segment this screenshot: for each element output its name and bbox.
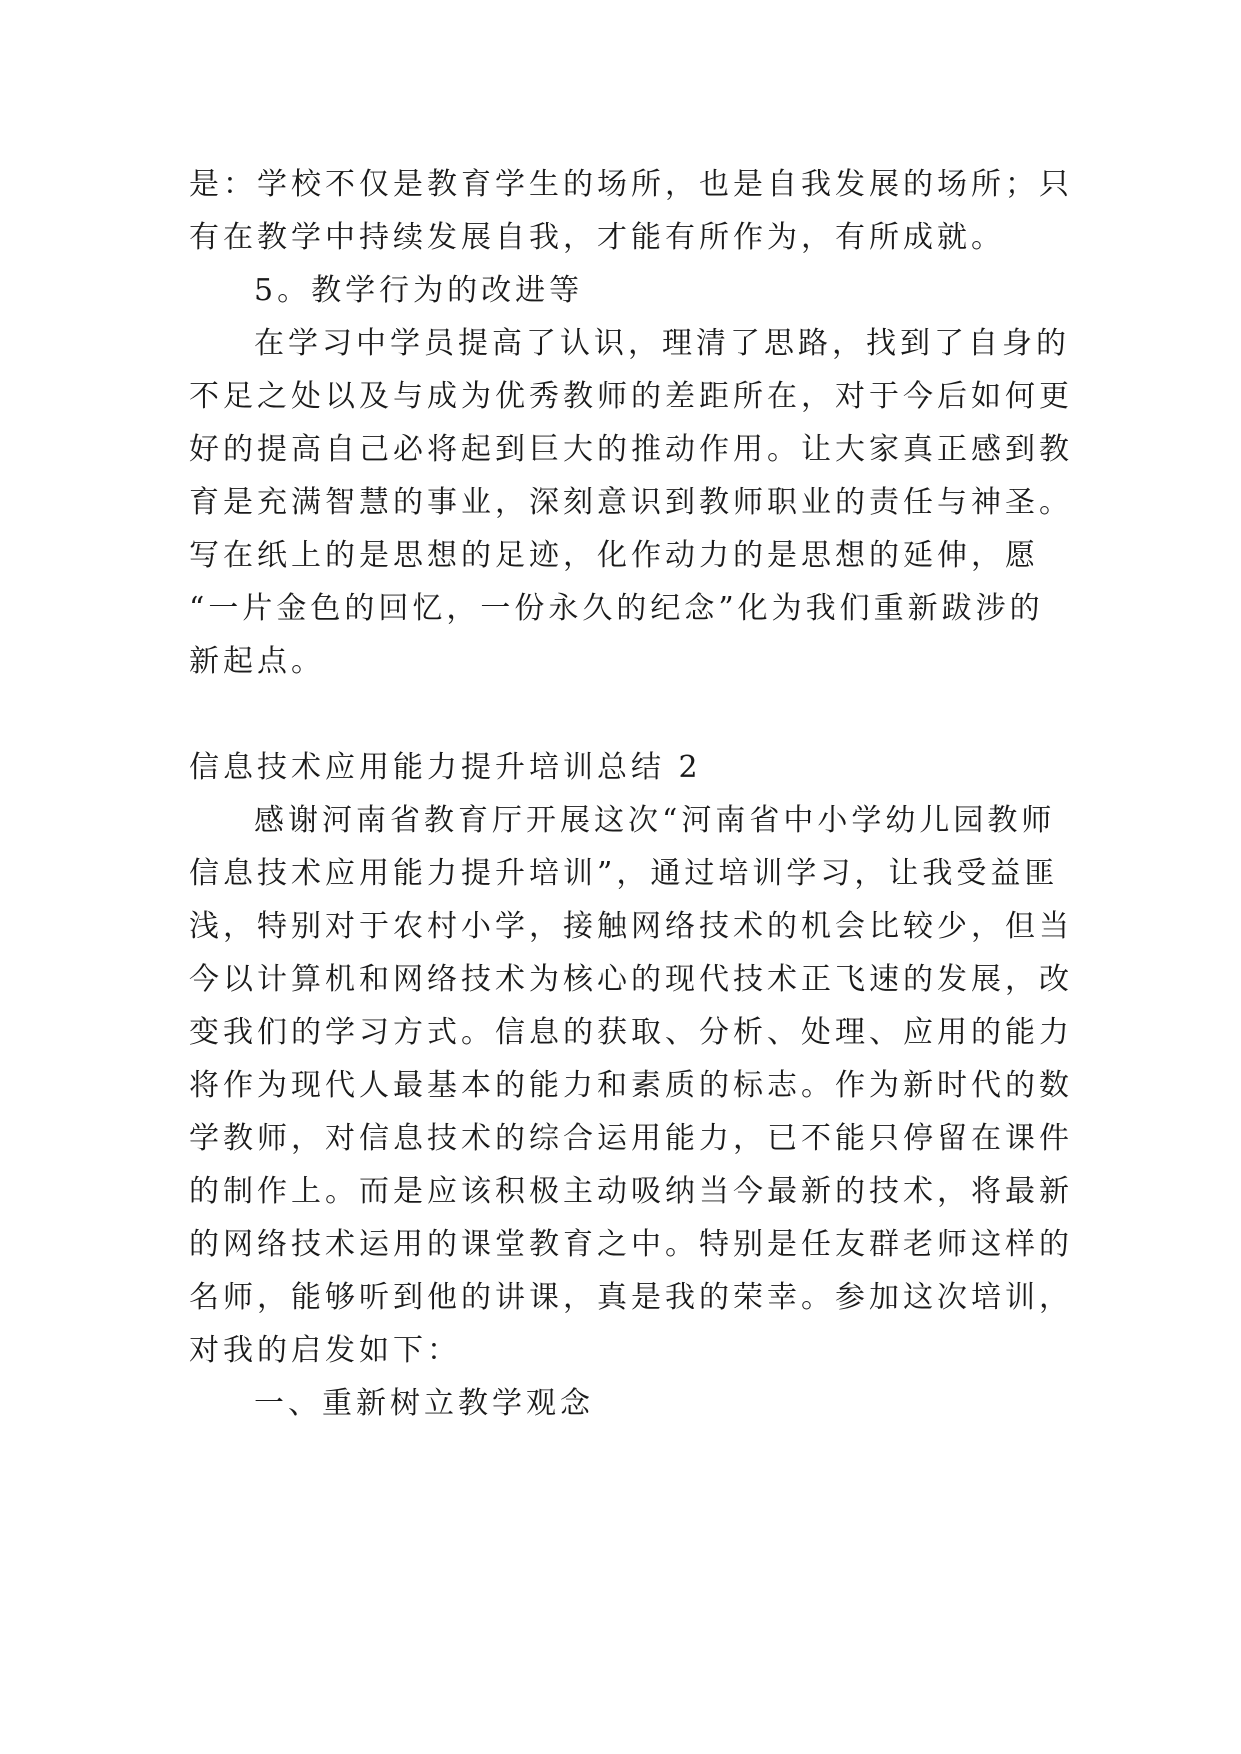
text-line: 浅，特别对于农村小学，接触网络技术的机会比较少，但当 xyxy=(189,909,1073,944)
document-body xyxy=(189,158,1073,1430)
text-line: 变我们的学习方式。信息的获取、分析、处理、应用的能力 xyxy=(189,1015,1073,1050)
text-line: 不足之处以及与成为优秀教师的差距所在，对于今后如何更 xyxy=(189,379,1073,414)
text-line: 有在教学中持续发展自我，才能有所作为，有所成就。 xyxy=(189,220,1005,255)
text-line: 信息技术应用能力提升培训”，通过培训学习，让我受益匪 xyxy=(189,856,1059,891)
text-line: 育是充满智慧的事业，深刻意识到教师职业的责任与神圣。 xyxy=(189,485,1073,520)
text-line: 在学习中学员提高了认识，理清了思路，找到了自身的 xyxy=(254,326,1070,361)
section-heading: 一、重新树立教学观念 xyxy=(254,1386,594,1421)
text-line: 的制作上。而是应该积极主动吸纳当今最新的技术，将最新 xyxy=(189,1174,1073,1209)
text-line: “一片金色的回忆，一份永久的纪念”化为我们重新跋涉的 xyxy=(189,591,1044,626)
text-line: 将作为现代人最基本的能力和素质的标志。作为新时代的数 xyxy=(189,1068,1073,1103)
text-line: 名师，能够听到他的讲课，真是我的荣幸。参加这次培训， xyxy=(189,1280,1073,1315)
text-line: 写在纸上的是思想的足迹，化作动力的是思想的延伸，愿 xyxy=(189,538,1039,573)
text-line: 感谢河南省教育厅开展这次“河南省中小学幼儿园教师 xyxy=(254,803,1056,838)
text-line: 的网络技术运用的课堂教育之中。特别是任友群老师这样的 xyxy=(189,1227,1073,1262)
text-line: 好的提高自己必将起到巨大的推动作用。让大家真正感到教 xyxy=(189,432,1073,467)
list-item-5: 5。教学行为的改进等 xyxy=(254,273,584,308)
text-line: 是：学校不仅是教育学生的场所，也是自我发展的场所；只 xyxy=(189,167,1073,202)
text-line: 对我的启发如下： xyxy=(189,1333,461,1368)
text-line: 今以计算机和网络技术为核心的现代技术正飞速的发展，改 xyxy=(189,962,1073,997)
text-line: 新起点。 xyxy=(189,644,325,679)
text-line: 学教师，对信息技术的综合运用能力，已不能只停留在课件 xyxy=(189,1121,1073,1156)
section-title: 信息技术应用能力提升培训总结 2 xyxy=(189,750,702,785)
section-gap xyxy=(189,688,1069,741)
